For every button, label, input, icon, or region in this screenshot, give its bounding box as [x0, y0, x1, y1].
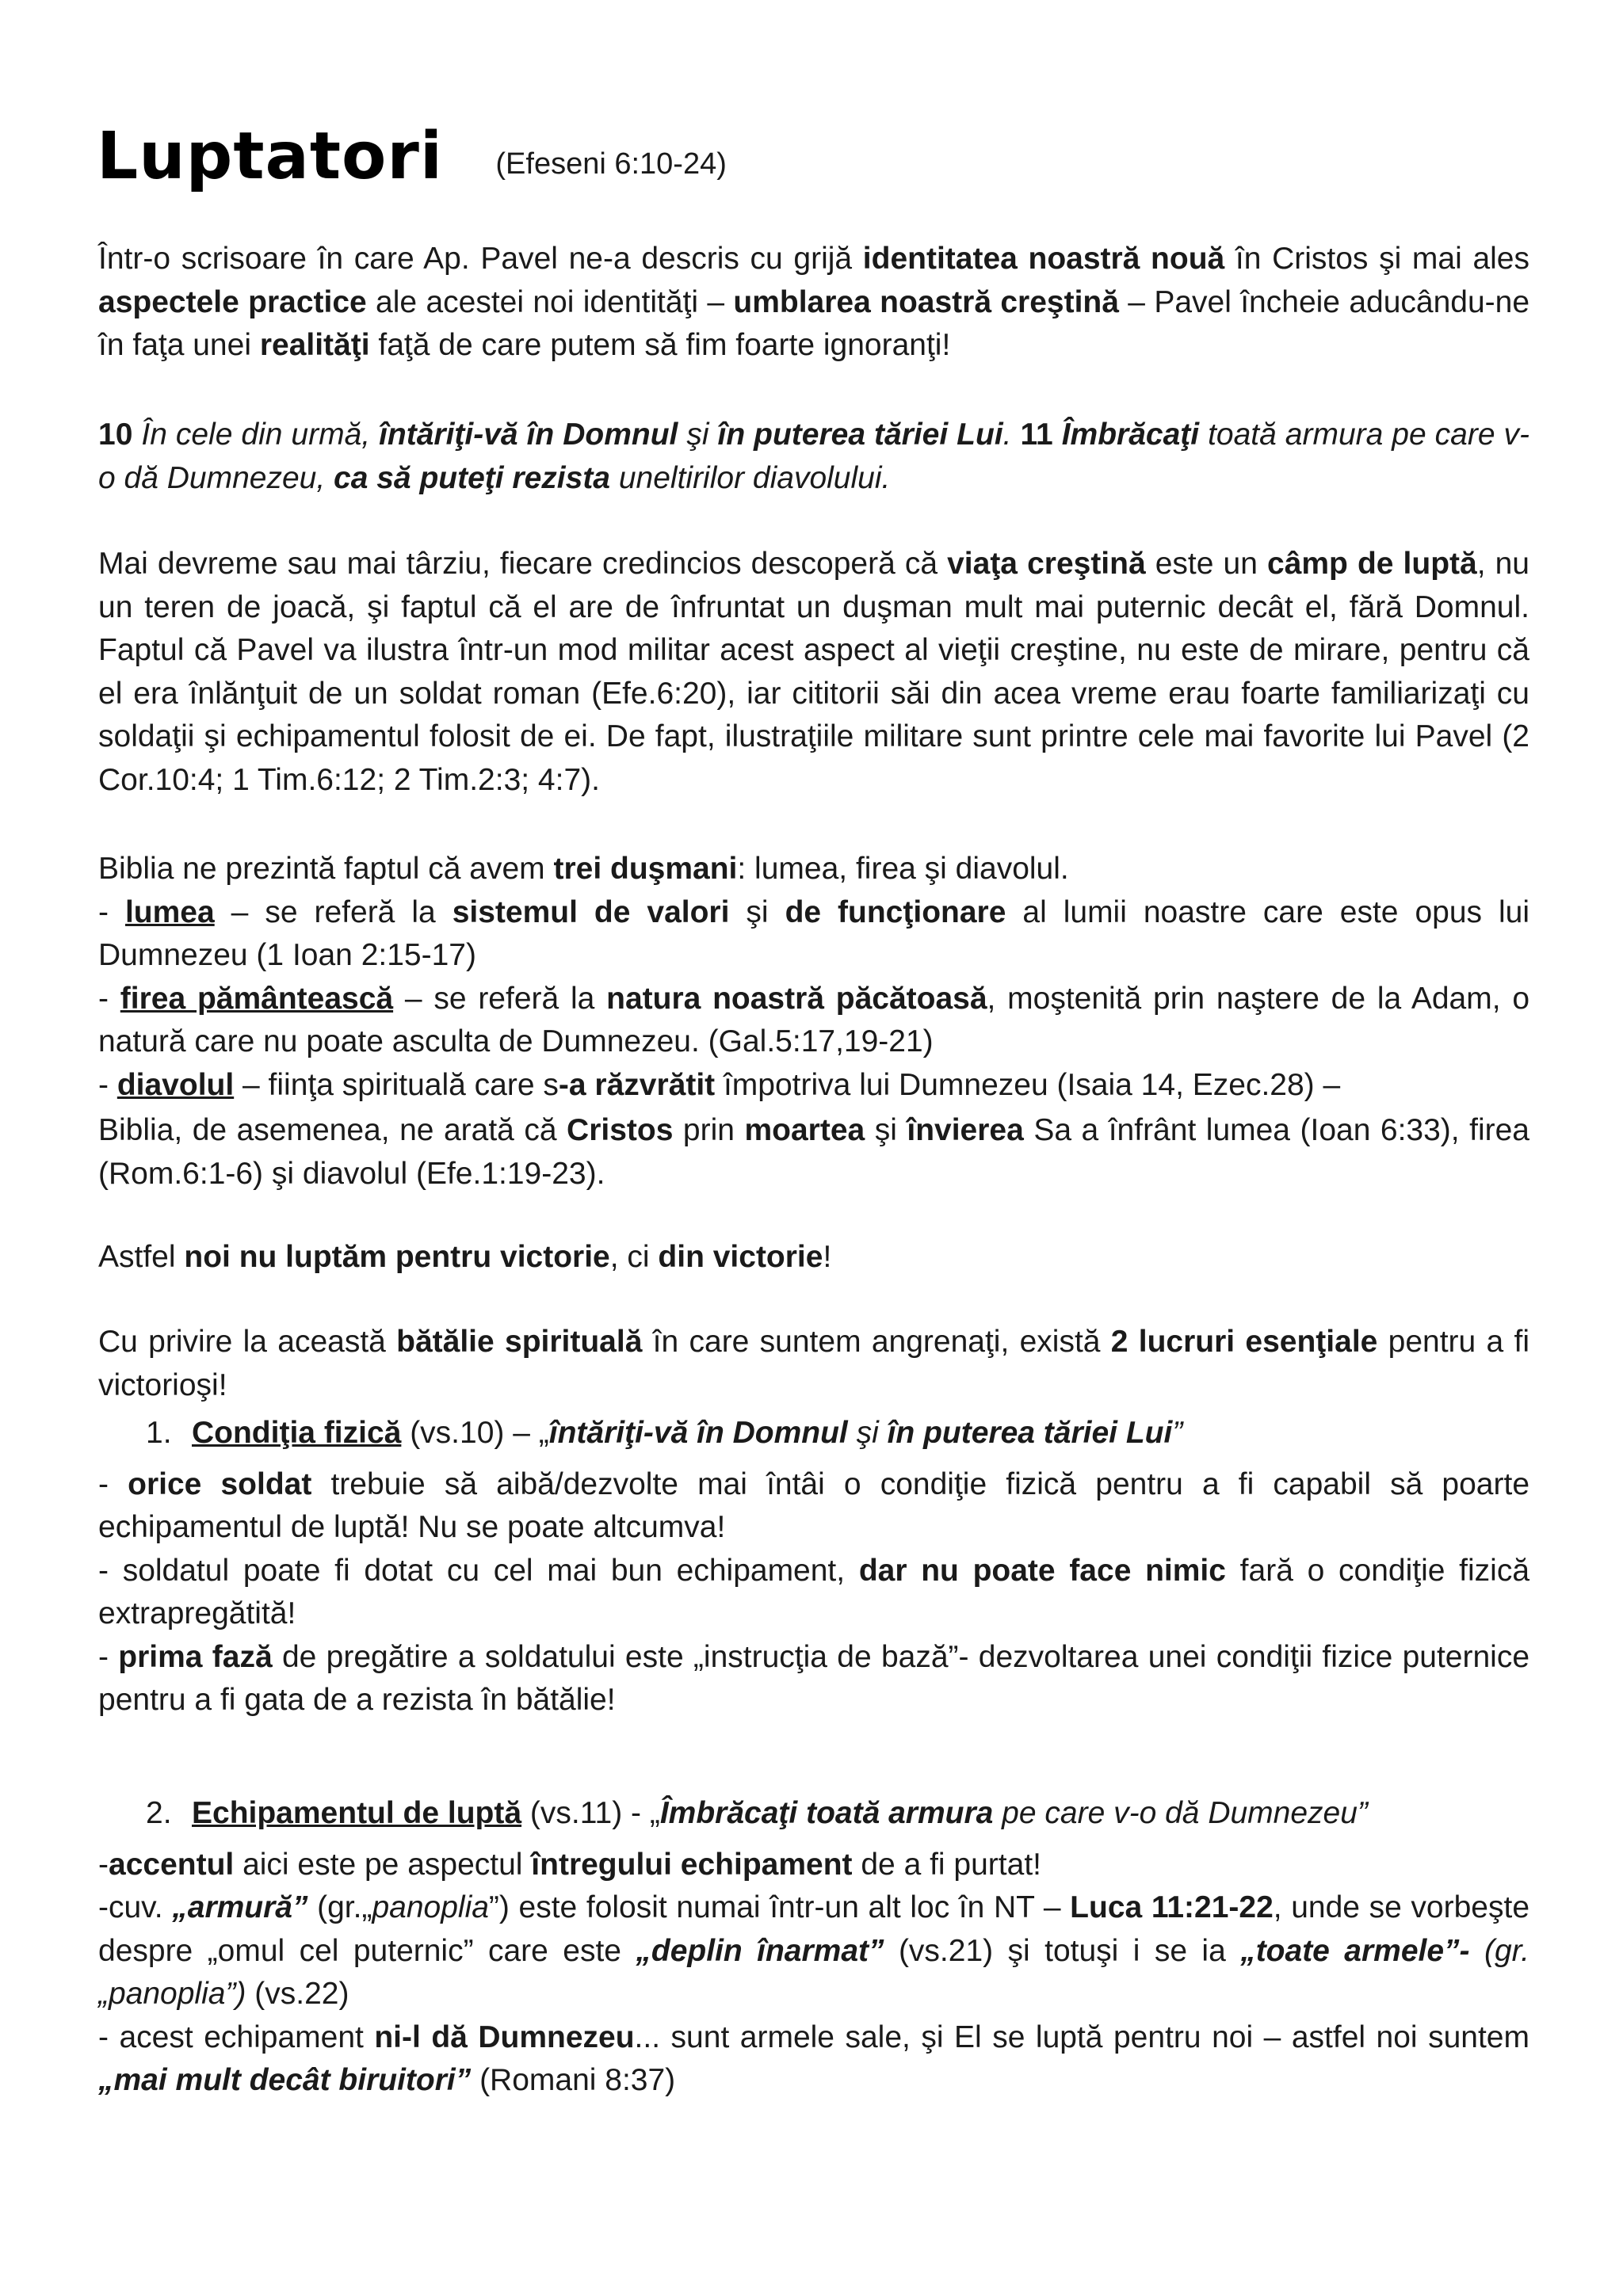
enemies-intro: Biblia ne prezintă faptul că avem trei duşmani: lumea, firea şi diavolul. — [98, 852, 1069, 886]
victory-line: Astfel noi nu luptăm pentru victorie, ci din victorie! — [98, 1240, 832, 1274]
point-2-heading: 2. Echipamentul de luptă (vs.11) - „Îmbrăcaţi toată armura pe care v-o dă Dumnezeu” — [146, 1796, 1368, 1830]
point-1-section — [98, 1412, 1529, 1722]
enemy-devil: - diavolul – fiinţa spirituală care s-a răzvrătit împotriva lui Dumnezeu (Isaia 14, Ezec.28) – — [98, 1067, 1341, 1102]
point-2-bullet-3: - acest echipament ni-l dă Dumnezeu... sunt armele sale, şi El se luptă pentru noi – astfel noi suntem „mai mult decât biruitori” (Romani 8:37) — [98, 2019, 1529, 2097]
point-2-bullet-1: -accentul aici este pe aspectul întregului echipament de a fi purtat! — [98, 1847, 1041, 1882]
battle-paragraph: Mai devreme sau mai târziu, fiecare credincios descoperă că viaţa creştină este un câmp de luptă, nu un teren de joacă, şi faptul că el are de înfruntat un duşman mult mai puternic decât el, fără Domnul. Faptul că Pavel va ilustra într-un mod militar acest aspect al vieţii creştine, nu este de mirare, pentru că el era înlănţuit de un soldat roman (Efe.6:20), iar cititorii săi din acea vreme erau foarte familiarizaţi cu soldaţii şi echipamentul folosit de ei. De fapt, ilustraţiile militare sunt printre cele mai favorite lui Pavel (2 Cor.10:4; 1 Tim.6:12; 2 Tim.2:3; 4:7). — [98, 547, 1529, 797]
title-row — [97, 119, 727, 194]
title-reference: (Efeseni 6:10-24) — [495, 147, 727, 181]
page-title: Luptatori — [97, 119, 443, 194]
point-1-bullet-3: - prima fază de pregătire a soldatului este „instrucţia de bază”- dezvoltarea unei condiţii fizice puternice pentru a fi gata de a rezista în bătălie! — [98, 1639, 1530, 1717]
verse-quote: 10 În cele din urmă, întăriţi-vă în Domnul şi în puterea tăriei Lui. 11 Îmbrăcaţi toată armura pe care v-o dă Dumnezeu, ca să puteţi rezista uneltirilor diavolului. — [98, 418, 1529, 495]
enemy-world: - lumea – se referă la sistemul de valori şi de funcţionare al lumii noastre care este opus lui Dumnezeu (1 Ioan 2:15-17) — [98, 894, 1530, 972]
christ-paragraph: Biblia, de asemenea, ne arată că Cristos prin moartea şi învierea Sa a înfrânt lumea (Ioan 6:33), firea (Rom.6:1-6) şi diavolul (Efe.1:19-23). — [98, 1113, 1529, 1191]
point-1-bullet-2: - soldatul poate fi dotat cu cel mai bun echipament, dar nu poate face nimic fară o condiţie fizică extrapregătită! — [98, 1553, 1530, 1630]
point-1-bullet-1: - orice soldat trebuie să aibă/dezvolte mai întâi o condiţie fizică pentru a fi capabil să poarte echipamentul de luptă! Nu se poate altcumva! — [98, 1466, 1530, 1544]
enemy-flesh: - firea pământească – se referă la natura noastră păcătoasă, moştenită prin naştere de la Adam, o natură care nu poate asculta de Dumnezeu. (Gal.5:17,19-21) — [98, 981, 1530, 1058]
point-2-bullet-2: -cuv. „armură” (gr.„panoplia”) este folosit numai într-un alt loc în NT – Luca 11:21-22, unde se vorbeşte despre „omul cel puternic” care este „deplin înarmat” (vs.21) şi totuşi i se ia „toate armele”- (gr.„panoplia”) (vs.22) — [98, 1890, 1530, 2011]
intro-paragraph: Într-o scrisoare în care Ap. Pavel ne-a descris cu grijă identitatea noastră nouă în Cristos şi mai ales aspectele practice ale acestei noi identităţi – umblarea noastră creştină – Pavel încheie aducându-ne în faţa unei realităţi faţă de care putem să fim foarte ignoranţi! — [98, 242, 1530, 362]
point-2-section — [98, 1792, 1529, 2103]
point-1-heading: 1. Condiţia fizică (vs.10) – „întăriţi-vă în Domnul şi în puterea tăriei Lui” — [146, 1416, 1183, 1450]
essentials-paragraph: Cu privire la această bătălie spirituală în care suntem angrenaţi, există 2 lucruri esenţiale pentru a fi victorioşi! — [98, 1325, 1530, 1402]
enemies-section — [98, 848, 1529, 1107]
